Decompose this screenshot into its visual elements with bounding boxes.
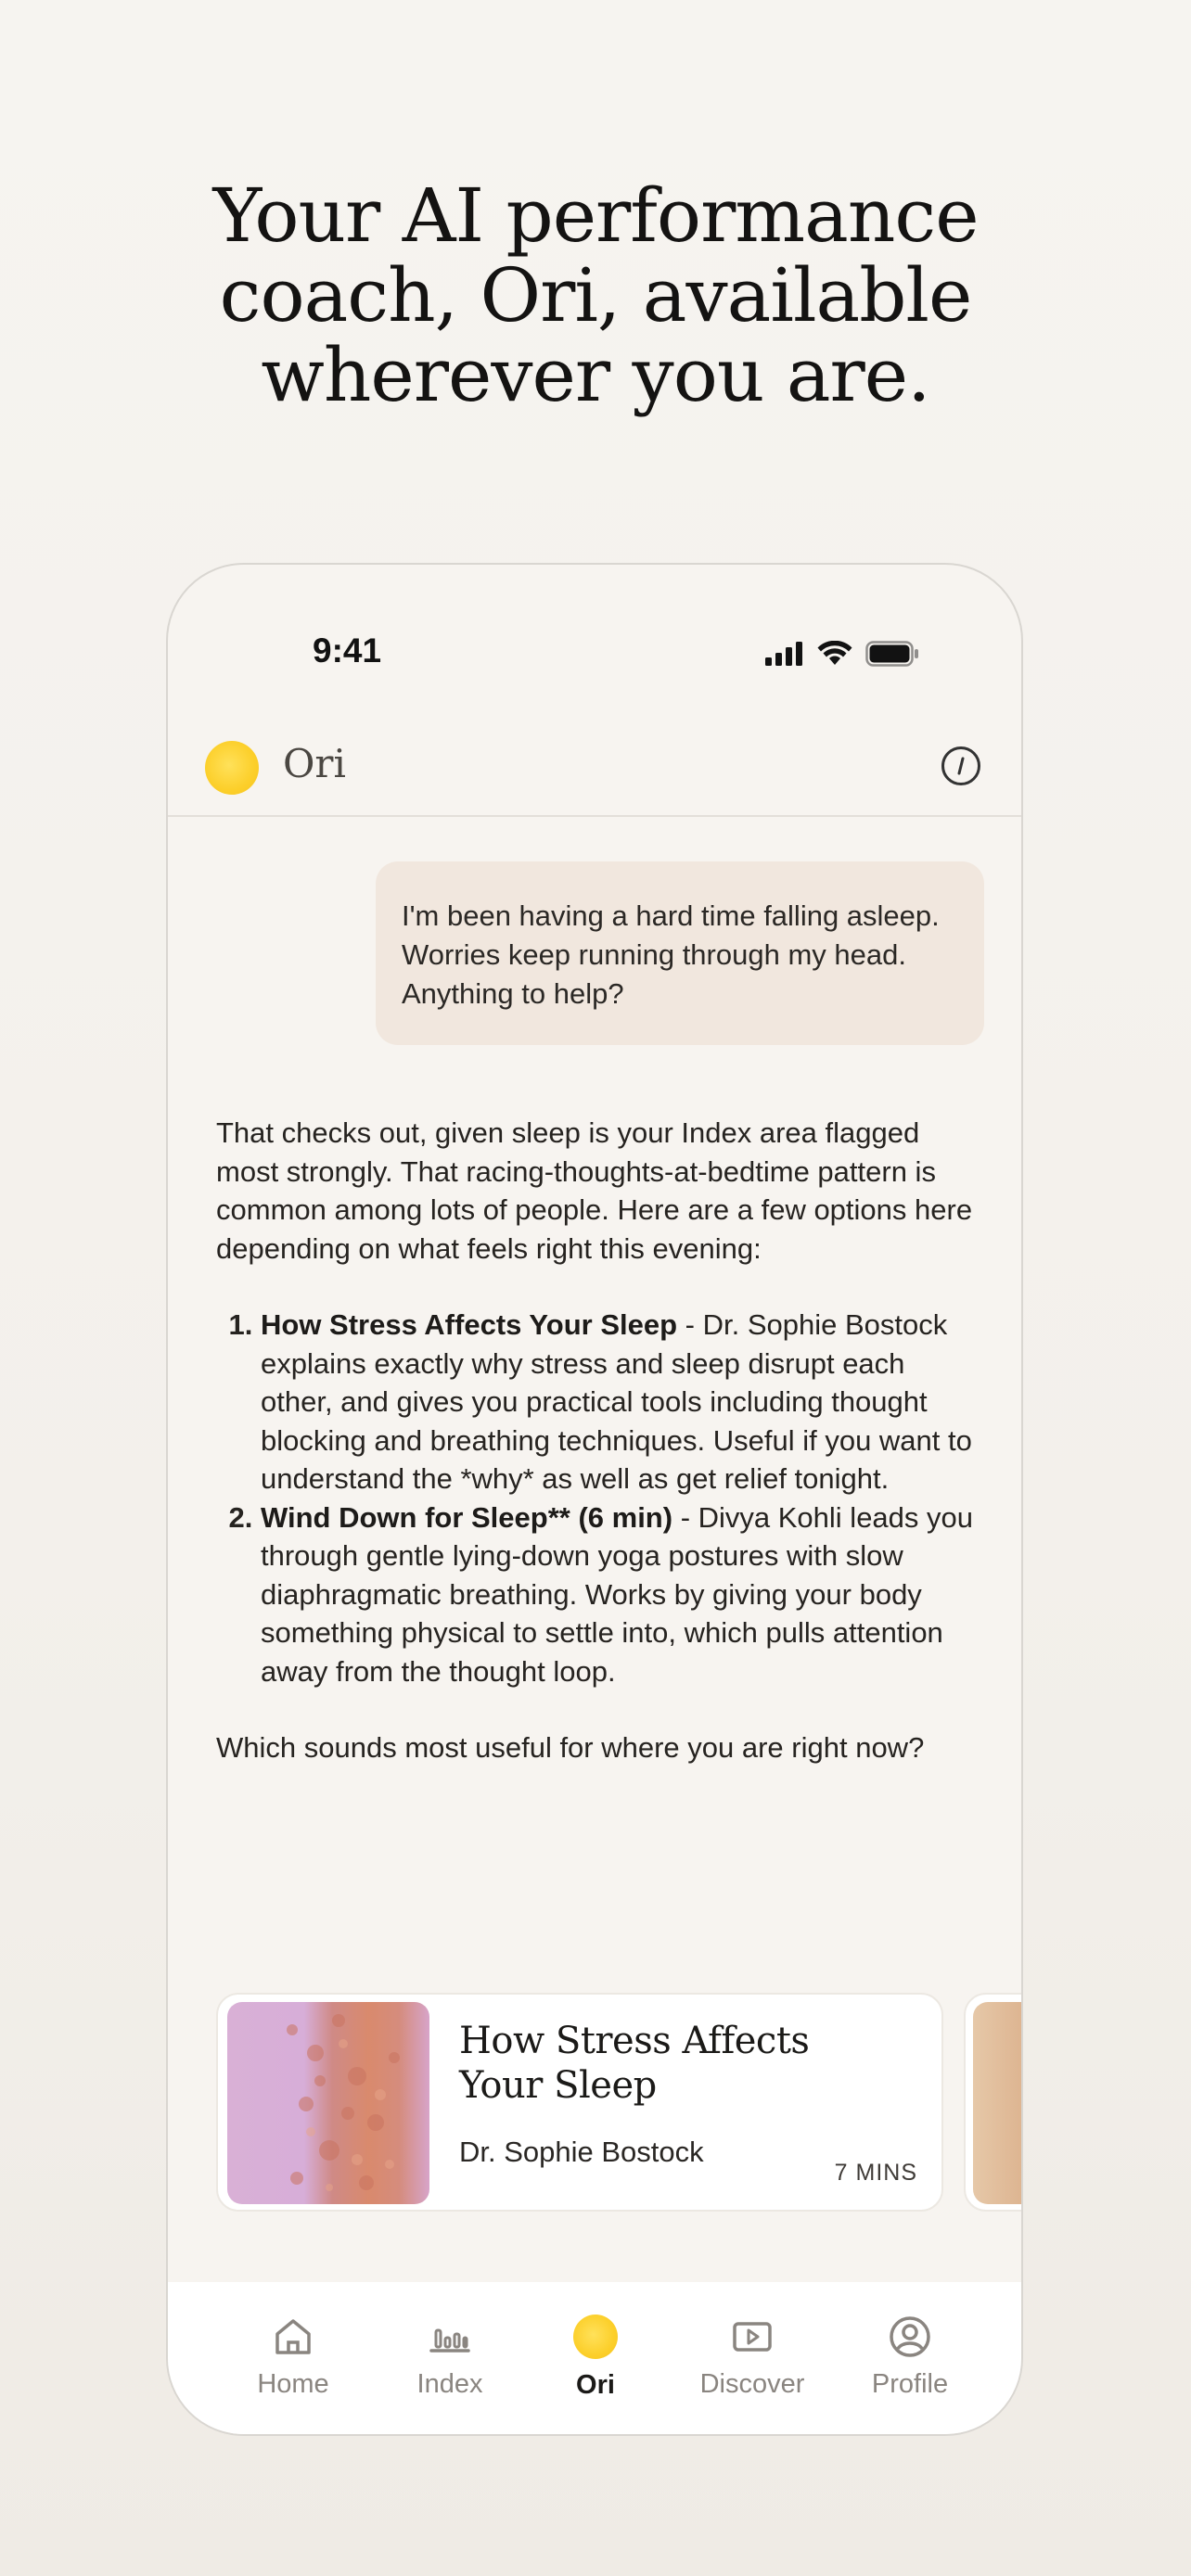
status-icons [765, 641, 919, 667]
ori-orb-icon [535, 2314, 656, 2361]
tab-discover[interactable] [692, 2314, 813, 2400]
option-item [261, 1306, 977, 1498]
info-button[interactable] [941, 746, 980, 785]
tab-home[interactable] [233, 2314, 353, 2400]
tab-bar [168, 2282, 1021, 2436]
tab-ori[interactable] [535, 2314, 656, 2401]
headline-line-2: coach, Ori, available [219, 252, 972, 338]
content-card[interactable] [216, 1993, 943, 2212]
info-icon [944, 749, 978, 783]
tab-index[interactable] [390, 2314, 510, 2400]
headline-line-1: Your AI performance [212, 172, 979, 259]
next-content-card[interactable] [964, 1993, 1023, 2212]
assistant-message [216, 1114, 977, 1767]
ori-orb-icon [205, 741, 259, 795]
options-list [216, 1306, 977, 1690]
tab-label: Discover [699, 2369, 805, 2399]
option-text: - Divya Kohli leads you through gentle lying-down yoga postures with slow diaphragmatic breathing. Works by giving your body something physical to settle into, which pulls attention away from the thought loop. [261, 1500, 974, 1688]
option-item [261, 1498, 977, 1691]
user-message-bubble: I'm been having a hard time falling asleep. Worries keep running through my head. Anything to help? [376, 861, 984, 1045]
tab-label: Profile [871, 2369, 949, 2399]
option-title: Wind Down for Sleep** (6 min) [261, 1500, 673, 1534]
tab-label: Ori [576, 2370, 615, 2400]
assistant-intro: That checks out, given sleep is your Index area flagged most strongly. That racing-thoughts-at-bedtime pattern is common among lots of people. Here are a few options here depending on what feels right this evening: [216, 1116, 973, 1265]
home-icon [270, 2314, 316, 2360]
play-icon [729, 2314, 775, 2360]
assistant-outro: Which sounds most useful for where you are right now? [216, 1731, 925, 1764]
wifi-icon [817, 641, 852, 667]
content-title: How Stress Affects Your Sleep [459, 2020, 810, 2107]
assistant-name: Ori [283, 741, 346, 786]
tab-label: Index [416, 2369, 483, 2399]
option-title: How Stress Affects Your Sleep [261, 1308, 678, 1341]
bar-chart-icon [427, 2314, 473, 2360]
option-text: - Dr. Sophie Bostock explains exactly why stress and sleep disrupt each other, and gives you practical tools including thought blocking and breathing techniques. Useful if you want to understand the *why* as well as get relief tonight. [261, 1308, 972, 1495]
profile-icon [887, 2314, 933, 2360]
cellular-signal-icon [765, 642, 804, 666]
tab-profile[interactable] [850, 2314, 970, 2400]
content-duration: 7 MINS [834, 2160, 917, 2186]
content-author: Dr. Sophie Bostock [459, 2136, 704, 2168]
chat-header [168, 713, 1021, 817]
status-time: 9:41 [313, 631, 382, 670]
tab-label: Home [257, 2369, 329, 2399]
marketing-headline [0, 172, 1191, 418]
headline-line-3: wherever you are. [261, 332, 930, 418]
phone-frame [166, 563, 1023, 2436]
next-content-thumbnail [973, 2002, 1023, 2204]
content-thumbnail [227, 2002, 429, 2204]
battery-icon [865, 641, 919, 667]
